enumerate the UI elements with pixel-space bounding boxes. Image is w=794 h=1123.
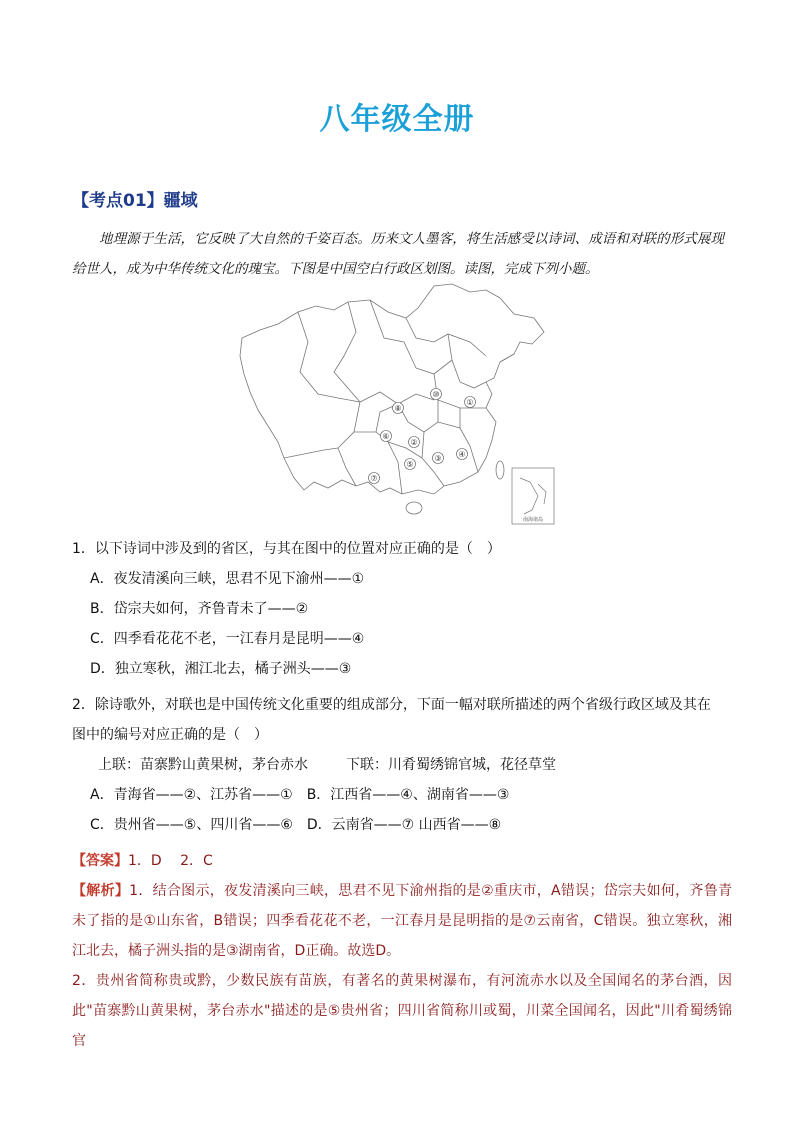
marker-2	[409, 437, 420, 448]
marker-10	[431, 389, 442, 400]
question-1-stem: 1．以下诗词中涉及到的省区，与其在图中的位置对应正确的是（ ）	[72, 541, 501, 557]
answer-text: 1．D 2．C	[128, 853, 213, 869]
question-1	[72, 534, 724, 684]
marker-4	[457, 449, 468, 460]
svg-text:④: ④	[458, 450, 466, 459]
svg-text:③: ③	[434, 454, 442, 463]
question-2-option-b: B．江西省——④、湖南省——③	[306, 787, 510, 803]
china-map-figure	[238, 282, 558, 526]
question-2-options-row-1	[72, 780, 724, 810]
question-2	[72, 690, 724, 840]
question-2-options-row-2	[72, 810, 724, 840]
svg-text:⑧: ⑧	[394, 404, 402, 413]
svg-text:②: ②	[410, 438, 418, 447]
question-1-option-a: A．夜发清溪向三峡，思君不见下渝州——①	[90, 571, 365, 587]
analysis	[72, 876, 732, 1056]
marker-5	[405, 459, 416, 470]
svg-text:①: ①	[466, 398, 474, 407]
svg-text:⑦: ⑦	[370, 474, 378, 483]
answer-tag: 【答案】	[72, 853, 128, 869]
analysis-text-1: 1．结合图示，夜发清溪向三峡，思君不见下渝州指的是②重庆市，A错误；岱宗夫如何，齐鲁青未了指的是①山东省，B错误；四季看花花不老，一江春月是昆明指的是⑦云南省，C错误。独立寒秋，湘江北去，橘子洲头指的是③湖南省，D正确。故选D。	[72, 883, 733, 959]
question-1-option-b: B．岱宗夫如何，齐鲁青未了——②	[90, 601, 309, 617]
china-outline	[240, 284, 544, 494]
marker-6	[381, 431, 392, 442]
question-2-stem: 2．除诗歌外，对联也是中国传统文化重要的组成部分，下面一幅对联所描述的两个省级行政区域及其在图中的编号对应正确的是（ ）	[72, 697, 711, 743]
page-title: 八年级全册	[319, 102, 475, 137]
intro-paragraph: 地理源于生活，它反映了大自然的千姿百态。历来文人墨客，将生活感受以诗词、成语和对联的形式展现给世人，成为中华传统文化的瑰宝。下图是中国空白行政区划图。读图，完成下列小题。	[72, 231, 724, 277]
inset-label: 南海诸岛	[522, 517, 544, 523]
analysis-tag: 【解析】	[72, 883, 130, 899]
question-2-option-a: A．青海省——②、江苏省——①	[90, 787, 293, 803]
marker-1	[465, 397, 476, 408]
province-markers	[369, 389, 476, 484]
couplet	[72, 750, 724, 780]
couplet-lower: 下联：川肴蜀绣锦官城，花径草堂	[346, 757, 556, 773]
svg-text:⑤: ⑤	[406, 460, 414, 469]
analysis-paragraph-1	[72, 876, 732, 966]
south-china-sea-inset	[512, 468, 554, 524]
question-2-option-c: C．贵州省——⑤、四川省——⑥	[90, 817, 293, 833]
analysis-paragraph-2: 2．贵州省简称贵或黔，少数民族有苗族，有著名的黄果树瀑布，有河流赤水以及全国闻名的茅台酒，因此"苗寨黔山黄果树，茅台赤水"描述的是⑤贵州省；四川省简称川或蜀，川菜全国闻名，因此"川肴蜀绣锦官	[72, 973, 732, 1049]
couplet-upper: 上联：苗寨黔山黄果树，茅台赤水	[98, 757, 308, 773]
marker-7	[369, 473, 380, 484]
question-1-option-c: C．四季看花花不老，一江春月是昆明——④	[90, 631, 365, 647]
section-heading: 【考点01】疆域	[72, 191, 198, 211]
svg-text:⑩: ⑩	[432, 390, 440, 399]
question-1-option-d: D．独立寒秋，湘江北去，橘子洲头——③	[90, 661, 352, 677]
marker-8	[393, 403, 404, 414]
question-2-option-d: D．云南省——⑦ 山西省——⑧	[306, 817, 502, 833]
answer	[72, 846, 724, 876]
svg-text:⑥: ⑥	[382, 432, 390, 441]
marker-3	[433, 453, 444, 464]
